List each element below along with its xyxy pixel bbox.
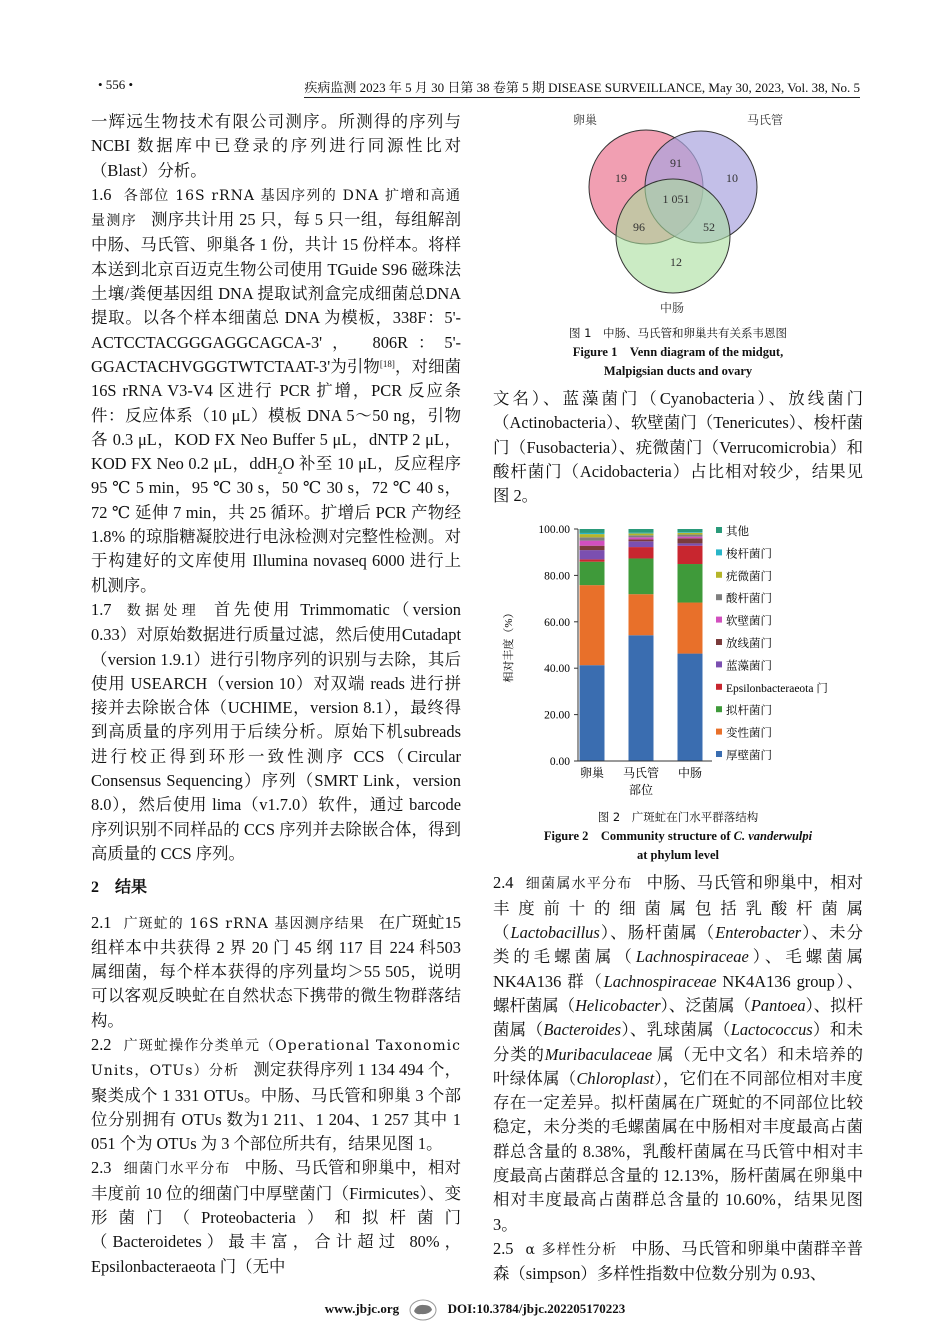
y-axis-label: 相对丰度（%） — [503, 607, 515, 684]
bar-segment — [678, 533, 703, 534]
page-number: • 556 • — [98, 77, 134, 92]
text-run: ）、泛菌属（ — [660, 995, 751, 1015]
legend-swatch — [716, 572, 722, 578]
text-run: ）、乳球菌属（ — [621, 1020, 731, 1040]
bar-segment — [580, 551, 605, 560]
section-heading: α 多样性分析 — [525, 1241, 618, 1258]
legend-swatch — [716, 729, 722, 735]
section-number: 2.3 — [91, 1158, 112, 1178]
bar-segment — [678, 533, 703, 535]
bar-segment — [678, 546, 703, 564]
legend-label: 变性菌门 — [726, 728, 772, 741]
text-run: ），它们在不同部位相对丰度存在一定差异。拟杆菌属在广斑虻的不同部位比较稳定，未分类的毛螺菌属在中肠相对丰度最高占菌群总含量的 8.38%，乳酸杆菌属在马氏管中相对丰度最高占菌群总含量的 12.13%，肠杆菌属在卵巢中相对丰度最高占菌群总含量的 10.60%，结果见图 3。 — [493, 1068, 863, 1234]
x-tick-label: 卵巢 — [579, 766, 605, 781]
text-run: 首先使用 Trimmomatic（version 0.33）对原始数据进行质量过滤，然后使用Cutadapt（version 1.9.1）进行引物序列的识别与去除，其后使用 USEARCH（version 10）对双端 reads 进行拼接并去除嵌合体（UCHIME，version 8.1），最终得到高质量的序列用于后续分析。原始下机subreads 进行校正得到环形一致性测序 CCS（Circular Consensus Sequencing）序列（SMRT Link，version 8.0），然后使用 lima（v1.7.0）软件，通过 barcode 序列识别不同样品的 CCS 序列并去除嵌合体，得到高质量的 CCS 序列。 — [91, 599, 462, 863]
section-number: 2.1 — [91, 912, 112, 932]
bar-segment — [580, 560, 605, 562]
section-2-3 — [91, 1156, 461, 1278]
legend-label: 放线菌门 — [726, 638, 772, 651]
text-run: 中肠、马氏管和卵巢中，相对丰度前 10 位的细菌门中厚壁菌门（Firmicutes）、变形菌门（Proteobacteria）和拟杆菌门（Bacteroidetes）最丰富，合计超过 80%，Epsilonbacteraeota 门（无中 — [91, 1158, 462, 1276]
text-run: O 补至 10 μL，反应程序 95 ℃ 5 min，95 ℃ 30 s，50 ℃ 30 s，72 ℃ 40 s，72 ℃ 延伸 7 min，共 25 循环。扩增后 PCR 产物经 1.8% 的琼脂糖凝胶进行电泳检测对完整性检测。对于构建好的文库使用 Illumina novaseq 6000 进行上机测序。 — [91, 454, 461, 595]
y-tick-label: 60.00 — [544, 617, 570, 630]
bar-segment — [580, 535, 605, 538]
paragraph-body — [493, 873, 863, 1233]
text-run: ）、毛螺菌属 NK4A136 群（ — [493, 947, 863, 991]
section-number: 1.6 — [91, 184, 112, 204]
bar-segment — [629, 534, 654, 536]
section-number: 2 — [91, 879, 99, 897]
bar-segment — [678, 539, 703, 544]
bar-segment — [678, 603, 703, 654]
text-run: 在广斑虻15 组样本中共获得 2 界 20 门 45 纲 117 目 224 科503 属细菌，每个样本获得的序列量均＞55 505，说明可以客观反映虻在自然状态下携带的微生物群落结构。 — [91, 912, 461, 1030]
venn-count-ovary-only: 19 — [615, 171, 627, 185]
bar-segment — [629, 540, 654, 542]
y-tick-label: 0.00 — [549, 756, 570, 769]
venn-count-ovary-midgut: 96 — [633, 220, 645, 234]
legend-label: 其他 — [726, 526, 749, 539]
text-run: 测序共计用 25 只，每 5 只一组，每组解剖中肠、马氏管、卵巢各 1 份，共计 15 份样本。将样本送到北京百迈克生物公司使用 TGuide S96 磁珠法土壤/粪便基因组 DNA 提取试剂盒完成细菌总DNA 提取。以各个样本细菌总 DNA 为模板，338F：5'- ACTCCTACGGGAGGCAGCA-3'， 806R：5'-GGACTACHVGGGTWTCTAAT-3'为引物 — [91, 210, 461, 376]
section-heading: 广斑虻操作分类单元（Operational Taxonomic Units，OTUs）分析 — [91, 1037, 461, 1080]
venn-count-ovary-malpighian: 91 — [670, 156, 682, 170]
bar-segment — [629, 536, 654, 538]
bar-segment — [629, 559, 654, 595]
bar-segment — [580, 562, 605, 585]
text-run: ）、肠杆菌属（ — [599, 923, 716, 943]
figure-2-caption — [493, 808, 863, 865]
bar-segment — [580, 546, 605, 550]
italic-term: Enterobacter — [715, 923, 802, 943]
text-run: ）、拟杆菌属（ — [493, 995, 863, 1040]
text-run: 文名）、蓝藻菌门（Cyanobacteria）、放线菌门（Actinobacteria）、软壁菌门（Tenericutes）、梭杆菌门（Fusobacteria）、疣微菌门（Verrucomicrobia）和酸杆菌门（Acidobacteria）占比相对较少，结果见图 2。 — [493, 389, 863, 506]
legend-label: 梭杆菌门 — [726, 548, 772, 561]
legend-label: 疣微菌门 — [726, 571, 772, 584]
venn-diagram — [560, 110, 800, 320]
text-run: 测定获得序列 1 134 494 个，聚类成个 1 331 OTUs。中肠、马氏管和卵巢 3 个部位分别拥有 OTUs 数为1 211、1 204、1 257 其中 1 051 个为 OTUs 为 3 个部位所共有，结果见图 1。 — [91, 1060, 461, 1154]
italic-term: Pantoea — [750, 995, 806, 1015]
doi[interactable]: DOI:10.3784/jbjc.202205170223 — [447, 1300, 626, 1316]
bar-segment — [580, 533, 605, 534]
bar-segment — [678, 529, 703, 532]
journal-logo-icon — [408, 1299, 438, 1321]
text-run: 属（无中文名）和未培养的叶绿体属（ — [493, 1044, 863, 1088]
text-run: 2 — [277, 465, 283, 477]
venn-count-all-three: 1 051 — [662, 192, 690, 206]
caption-cn: 图 2 广斑虻在门水平群落结构 — [597, 810, 759, 825]
section-title: 结果 — [115, 879, 148, 897]
y-tick-label: 100.00 — [538, 524, 570, 537]
legend-swatch — [716, 617, 722, 623]
journal-header: 疾病监测 2023 年 5 月 30 日第 38 卷第 5 期 DISEASE SURVEILLANCE, May 30, 2023, Vol. 38, No. 5 — [304, 77, 860, 98]
caption-en: Figure 1 Venn diagram of the midgut, — [572, 345, 784, 359]
section-heading: 细菌门水平分布 — [123, 1161, 231, 1178]
caption-text: Figure 2 Community structure of — [543, 829, 734, 844]
stacked-bar-chart — [490, 514, 860, 804]
legend-label: 软壁菌门 — [726, 616, 772, 629]
section-1-7 — [91, 598, 461, 866]
y-tick-label: 40.00 — [544, 663, 570, 676]
section-number: 1.7 — [91, 599, 112, 619]
section-heading: 各部位 16S rRNA 基因序列的 DNA 扩增和高通量测序 — [91, 187, 461, 230]
legend-swatch — [716, 639, 722, 645]
venn-count-malpighian-midgut: 52 — [703, 220, 715, 234]
bar-segment — [678, 537, 703, 539]
bar-segment — [678, 654, 703, 761]
bar-segment — [580, 586, 605, 666]
legend-label: 拟杆菌门 — [726, 705, 772, 718]
bar-segment — [629, 636, 654, 762]
italic-term: Bacteroides — [543, 1020, 622, 1040]
x-tick-label: 马氏管 — [622, 766, 660, 781]
y-tick-label: 80.00 — [544, 570, 570, 583]
section-2-2 — [91, 1033, 461, 1156]
figure-1-caption — [493, 324, 863, 381]
bar-segment — [580, 538, 605, 541]
section-heading: 数据处理 — [123, 602, 201, 619]
venn-label-malpighian: 马氏管 — [746, 113, 784, 127]
bar-segment — [678, 535, 703, 537]
text-run: ，对细菌 16S rRNA V3-V4 区进行 PCR 扩增，PCR 反应条件：反应体系（10 μL）模板 DNA 5～50 ng，引物各 0.3 μL，KOD FX Neo Buffer 5 μL，dNTP 2 μL，KOD FX Neo 0.2 μL，ddH — [91, 356, 461, 474]
caption-en — [493, 827, 863, 846]
venn-count-midgut-only: 12 — [670, 255, 682, 269]
website-link[interactable]: www.jbjc.org — [324, 1300, 400, 1316]
section-2-5 — [493, 1237, 863, 1287]
x-axis-label: 部位 — [628, 783, 654, 798]
paragraph — [91, 110, 461, 183]
text-run: 中肠、马氏管和卵巢中，相对丰度前十的细菌属包括乳酸杆菌属（ — [493, 873, 864, 943]
legend-label: 厚壁菌门 — [726, 750, 772, 763]
italic-term: Lactococcus — [730, 1020, 813, 1040]
paragraph-body — [91, 112, 461, 180]
legend-swatch — [716, 684, 722, 690]
species-name: C. vanderwulpi — [733, 829, 813, 844]
section-2-4 — [493, 871, 863, 1236]
text-run: NK4A136 group）、螺杆菌属（ — [493, 971, 863, 1015]
italic-term: Muribaculaceae — [544, 1044, 653, 1064]
legend-label: 酸杆菌门 — [726, 593, 772, 606]
citation-ref: [18] — [379, 358, 395, 369]
venn-label-midgut: 中肠 — [659, 301, 685, 315]
paragraph-body — [91, 210, 461, 594]
text-run: 中肠、马氏管和卵巢中菌群辛普森（simpson）多样性指数中位数分别为 0.93、 — [493, 1238, 864, 1284]
page-body — [0, 110, 950, 1287]
text-run: 一辉远生物技术有限公司测序。所测得的序列与NCBI 数据库中已登录的序列进行同源性比对（Blast）分析。 — [91, 112, 461, 180]
caption-cn: 图 1 中肠、马氏管和卵巢共有关系韦恩图 — [569, 326, 787, 340]
left-column — [91, 110, 461, 1279]
page-header — [0, 0, 950, 110]
legend-label: 蓝藻菌门 — [726, 660, 772, 673]
legend-swatch — [716, 707, 722, 713]
section-1-6 — [91, 183, 461, 598]
bar-segment — [629, 533, 654, 534]
bar-segment — [678, 565, 703, 604]
right-column — [493, 110, 863, 1287]
paragraph-body — [91, 600, 461, 863]
page-footer — [0, 1299, 950, 1341]
bar-segment — [629, 595, 654, 636]
bar-segment — [629, 538, 654, 540]
legend-swatch — [716, 527, 722, 533]
bar-segment — [580, 541, 605, 546]
bar-segment — [678, 544, 703, 546]
x-tick-label: 中肠 — [677, 766, 703, 781]
bar-segment — [580, 529, 605, 533]
section-heading: 细菌属水平分布 — [525, 876, 633, 893]
section-number: 2.4 — [493, 873, 514, 893]
italic-term: Lachnospiraceae — [635, 947, 749, 967]
legend-swatch — [716, 595, 722, 601]
section-2-1 — [91, 911, 461, 1033]
italic-term: Lachnospiraceae — [603, 971, 717, 991]
caption-en: Malpigsian ducts and ovary — [603, 364, 753, 378]
italic-term: Helicobacter — [575, 995, 661, 1015]
venn-count-malpighian-only: 10 — [726, 171, 738, 185]
venn-label-ovary: 卵巢 — [572, 113, 598, 127]
legend-swatch — [716, 662, 722, 668]
legend-swatch — [716, 751, 722, 757]
text-run: ）、未分类的毛螺菌属（ — [493, 923, 863, 967]
y-tick-label: 20.00 — [544, 710, 570, 723]
section-number: 2.5 — [493, 1238, 514, 1258]
legend-label: Epsilonbacteraeota 门 — [726, 683, 828, 696]
italic-term: Chloroplast — [576, 1068, 655, 1088]
section-2-heading — [91, 876, 461, 900]
bar-segment — [629, 542, 654, 548]
italic-term: Lactobacillus — [510, 923, 600, 943]
caption-en: at phylum level — [637, 848, 719, 863]
bar-segment — [580, 666, 605, 762]
bar-segment — [629, 548, 654, 559]
paragraph-continued — [493, 387, 863, 508]
section-heading: 广斑虻的 16S rRNA 基因测序结果 — [123, 915, 365, 932]
bar-segment — [629, 529, 654, 533]
paragraph-body — [493, 389, 863, 505]
text-run: ）和未分类的 — [493, 1020, 864, 1064]
section-number: 2.2 — [91, 1034, 112, 1054]
legend-swatch — [716, 550, 722, 556]
